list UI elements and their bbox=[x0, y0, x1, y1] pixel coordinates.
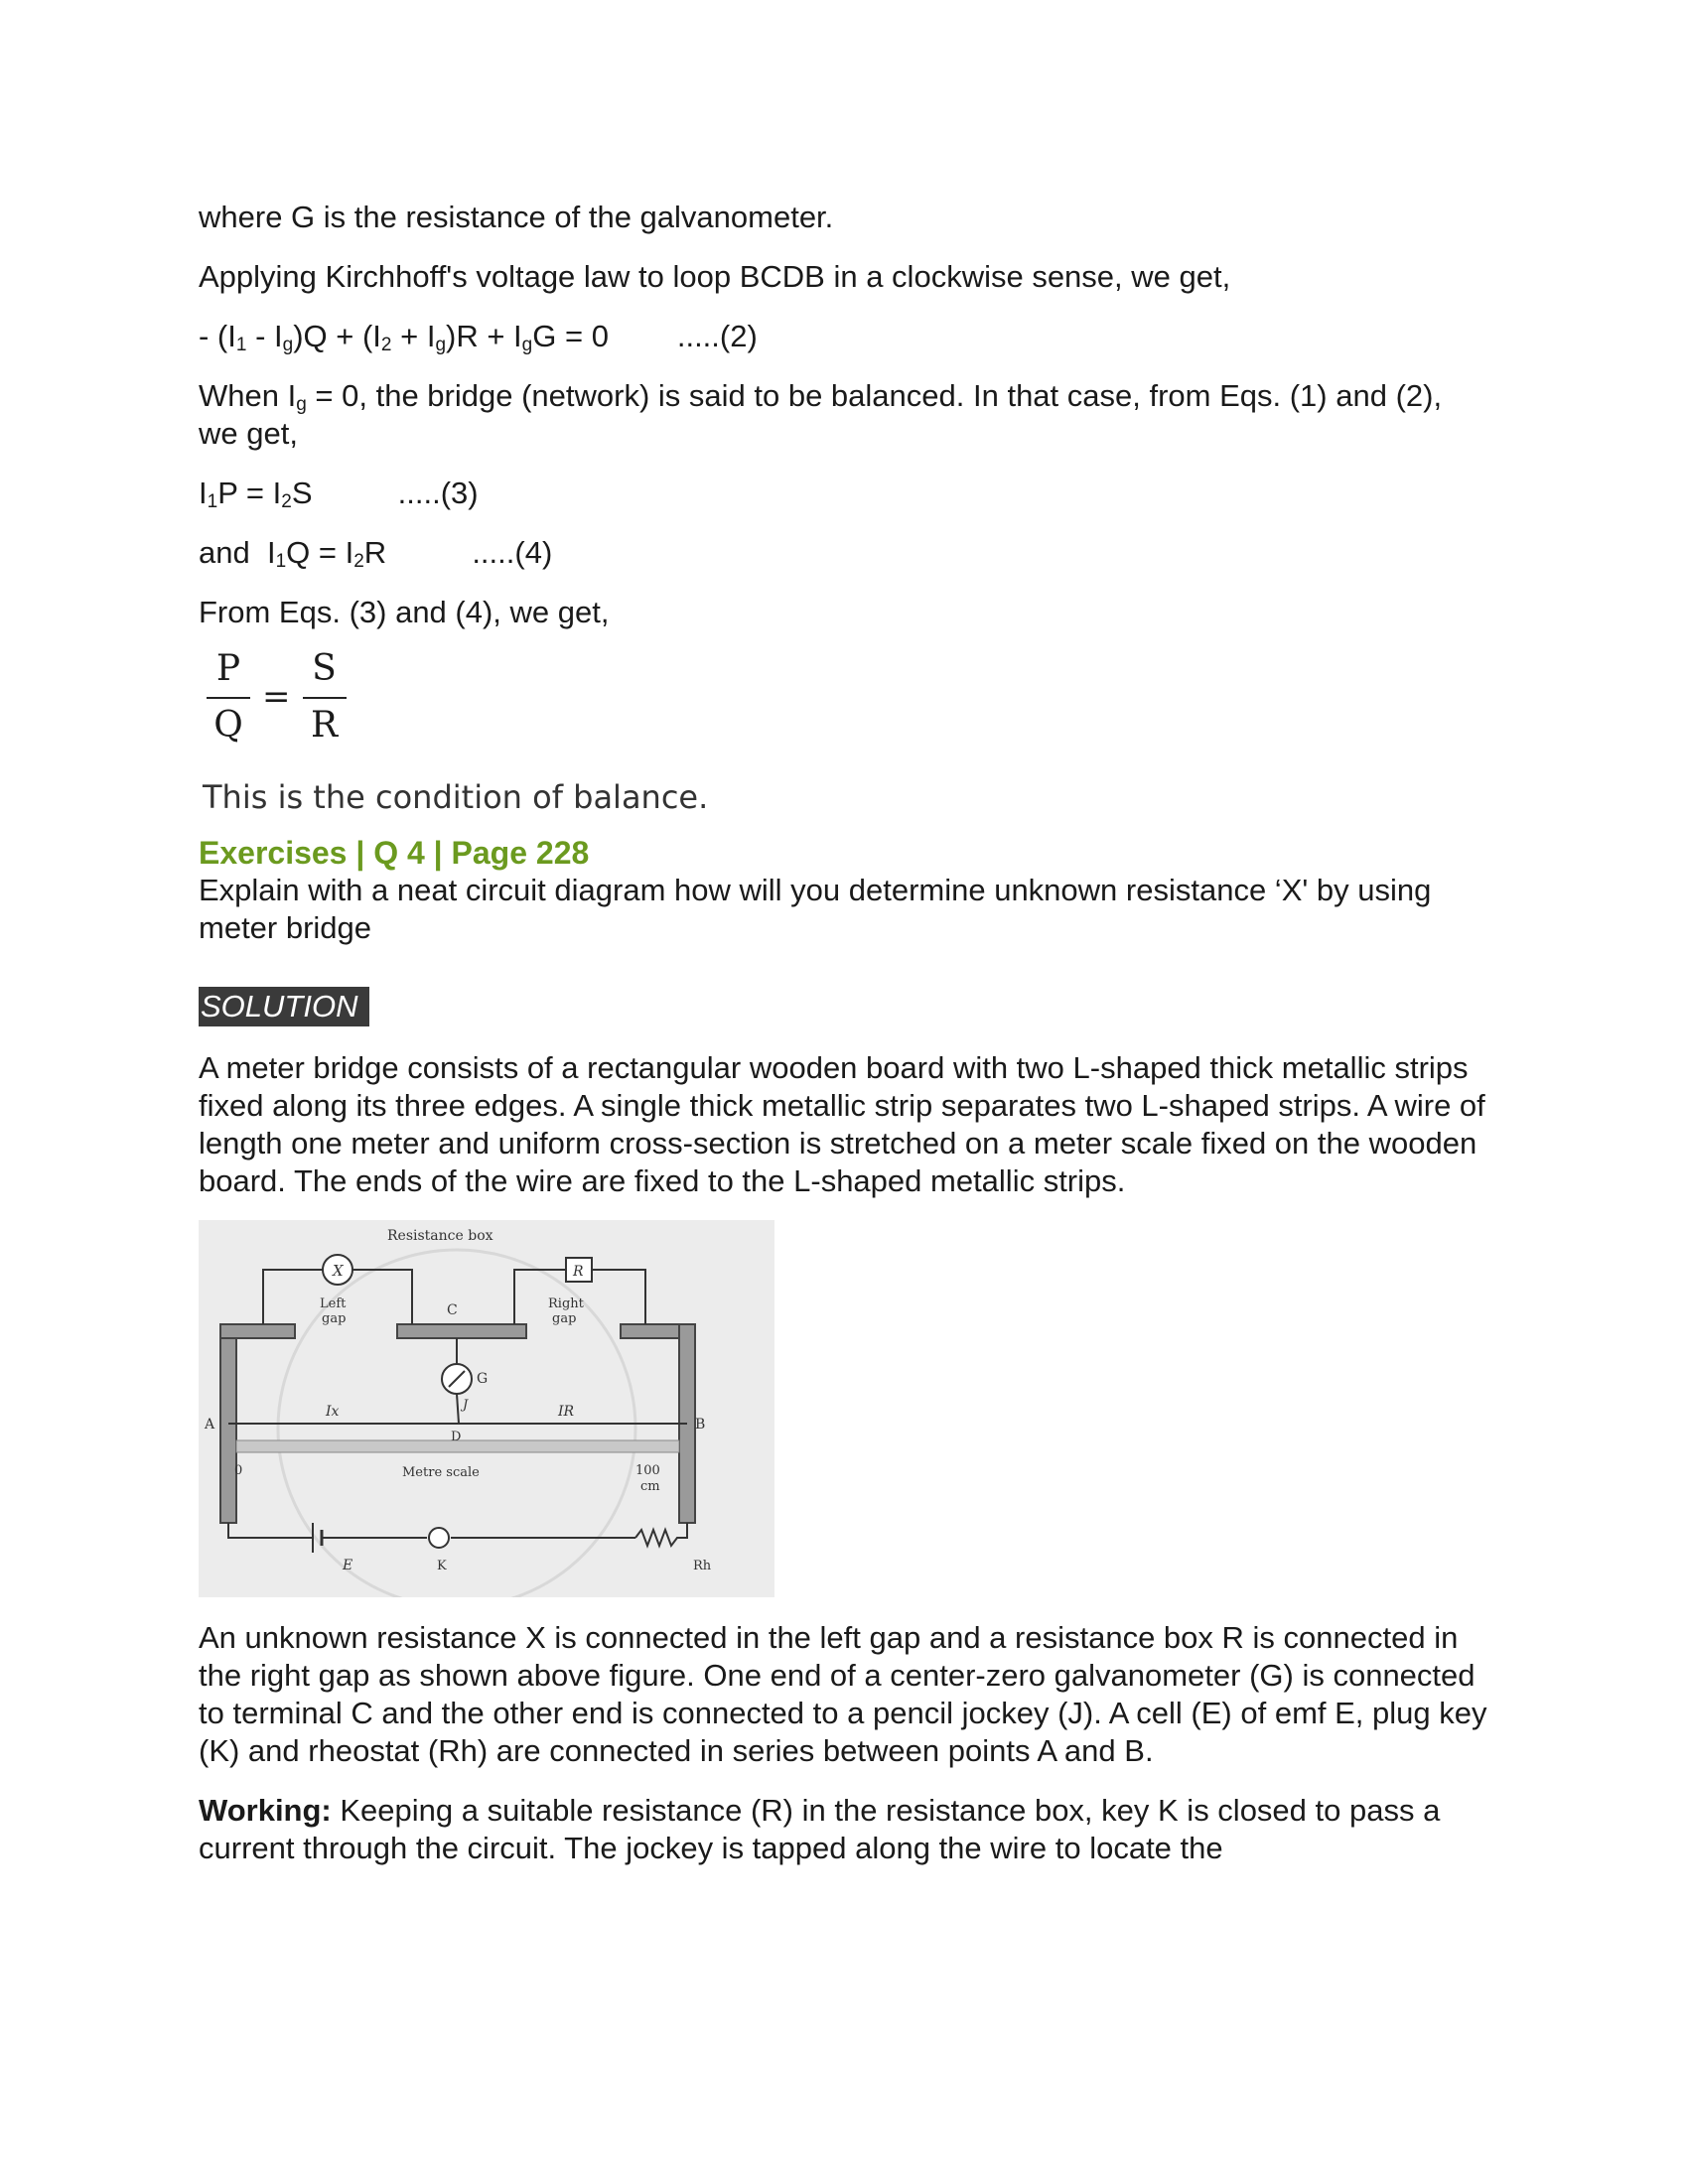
diagram-label: Rh bbox=[693, 1559, 712, 1573]
meter-bridge-diagram bbox=[199, 1220, 774, 1597]
diagram-label: X bbox=[333, 1262, 344, 1280]
diagram-label: R bbox=[573, 1264, 584, 1280]
balance-equation bbox=[205, 643, 1489, 751]
equation-label: .....(3) bbox=[397, 476, 479, 510]
question-text: Explain with a neat circuit diagram how will you determine unknown resistance ‘X' by using meter bridge bbox=[199, 873, 1432, 945]
diagram-label: E bbox=[343, 1558, 353, 1573]
diagram-label: K bbox=[437, 1559, 447, 1573]
fraction-left: $\frac{P}{Q}$ bbox=[205, 648, 252, 746]
solution-label[interactable]: SOLUTION bbox=[199, 987, 369, 1026]
diagram-label: cm bbox=[640, 1479, 660, 1494]
text-line: From Eqs. (3) and (4), we get, bbox=[199, 595, 610, 629]
diagram-label: Ix bbox=[326, 1404, 340, 1420]
working-paragraph: Working: Keeping a suitable resistance (R) in the resistance box, key K is closed to pass a current through the circuit. The jockey is tapped along the wire to locate the bbox=[199, 1793, 1441, 1865]
diagram-label: Resistance box bbox=[387, 1228, 493, 1244]
diagram-label: Left bbox=[320, 1297, 347, 1311]
solution-paragraph: An unknown resistance X is connected in the left gap and a resistance box R is connected in the right gap as shown above figure. One end of a center-zero galvanometer (G) is connected to terminal C and the other end is connected to a pencil jockey (J). A cell (E) of emf E, plug key (K) and rheostat (Rh) are connected in series between points A and B. bbox=[199, 1620, 1487, 1768]
diagram-label: G bbox=[477, 1371, 489, 1387]
text-line: where G is the resistance of the galvanometer. bbox=[199, 200, 834, 234]
equation-2: - $(I_1 - I_g)Q + (I_2 + I_g)R + I_gG = 0$ .....(2) bbox=[199, 319, 758, 355]
diagram-label: gap bbox=[322, 1311, 347, 1326]
solution-paragraph: A meter bridge consists of a rectangular wooden board with two L-shaped thick metallic strips fixed along its three edges. A single thick metallic strip separates two L-shaped strips. A wire of length one meter and uniform cross-section is stretched on a meter scale fixed on the wooden board. The ends of the wire are fixed to the L-shaped metallic strips. bbox=[199, 1050, 1485, 1198]
text-line: When $I_g = 0$, the bridge (network) is said to be balanced. In that case, from Eqs. (1) and (2), we get, bbox=[199, 378, 1443, 451]
equation-4: and $I_1Q = I_2R$ .....(4) bbox=[199, 535, 553, 572]
fraction-right: $\frac{S}{R}$ bbox=[301, 648, 349, 746]
equation-label: .....(4) bbox=[472, 535, 553, 570]
equation-3: $I_1P = I_2S$ .....(3) bbox=[199, 476, 479, 512]
page-content bbox=[199, 199, 1489, 1867]
diagram-label: B bbox=[695, 1417, 706, 1433]
diagram-label: gap bbox=[552, 1311, 577, 1326]
diagram-label: 100 bbox=[635, 1463, 660, 1478]
diagram-label: A bbox=[205, 1417, 215, 1433]
equals-sign: = bbox=[262, 677, 291, 717]
diagram-label: J bbox=[463, 1398, 469, 1413]
diagram-label: C bbox=[447, 1302, 458, 1318]
exercise-heading[interactable]: Exercises | Q 4 | Page 228 bbox=[199, 835, 590, 871]
balance-statement: This is the condition of balance. bbox=[203, 778, 709, 816]
text-line: Applying Kirchhoff's voltage law to loop BCDB in a clockwise sense, we get, bbox=[199, 259, 1231, 294]
working-label: Working: bbox=[199, 1793, 332, 1828]
diagram-label: Metre scale bbox=[402, 1465, 480, 1480]
diagram-label: 0 bbox=[234, 1463, 243, 1478]
diagram-label: Right bbox=[548, 1297, 584, 1311]
diagram-label: D bbox=[451, 1430, 462, 1444]
equation-label: .....(2) bbox=[676, 319, 758, 353]
diagram-label: IR bbox=[558, 1404, 575, 1420]
